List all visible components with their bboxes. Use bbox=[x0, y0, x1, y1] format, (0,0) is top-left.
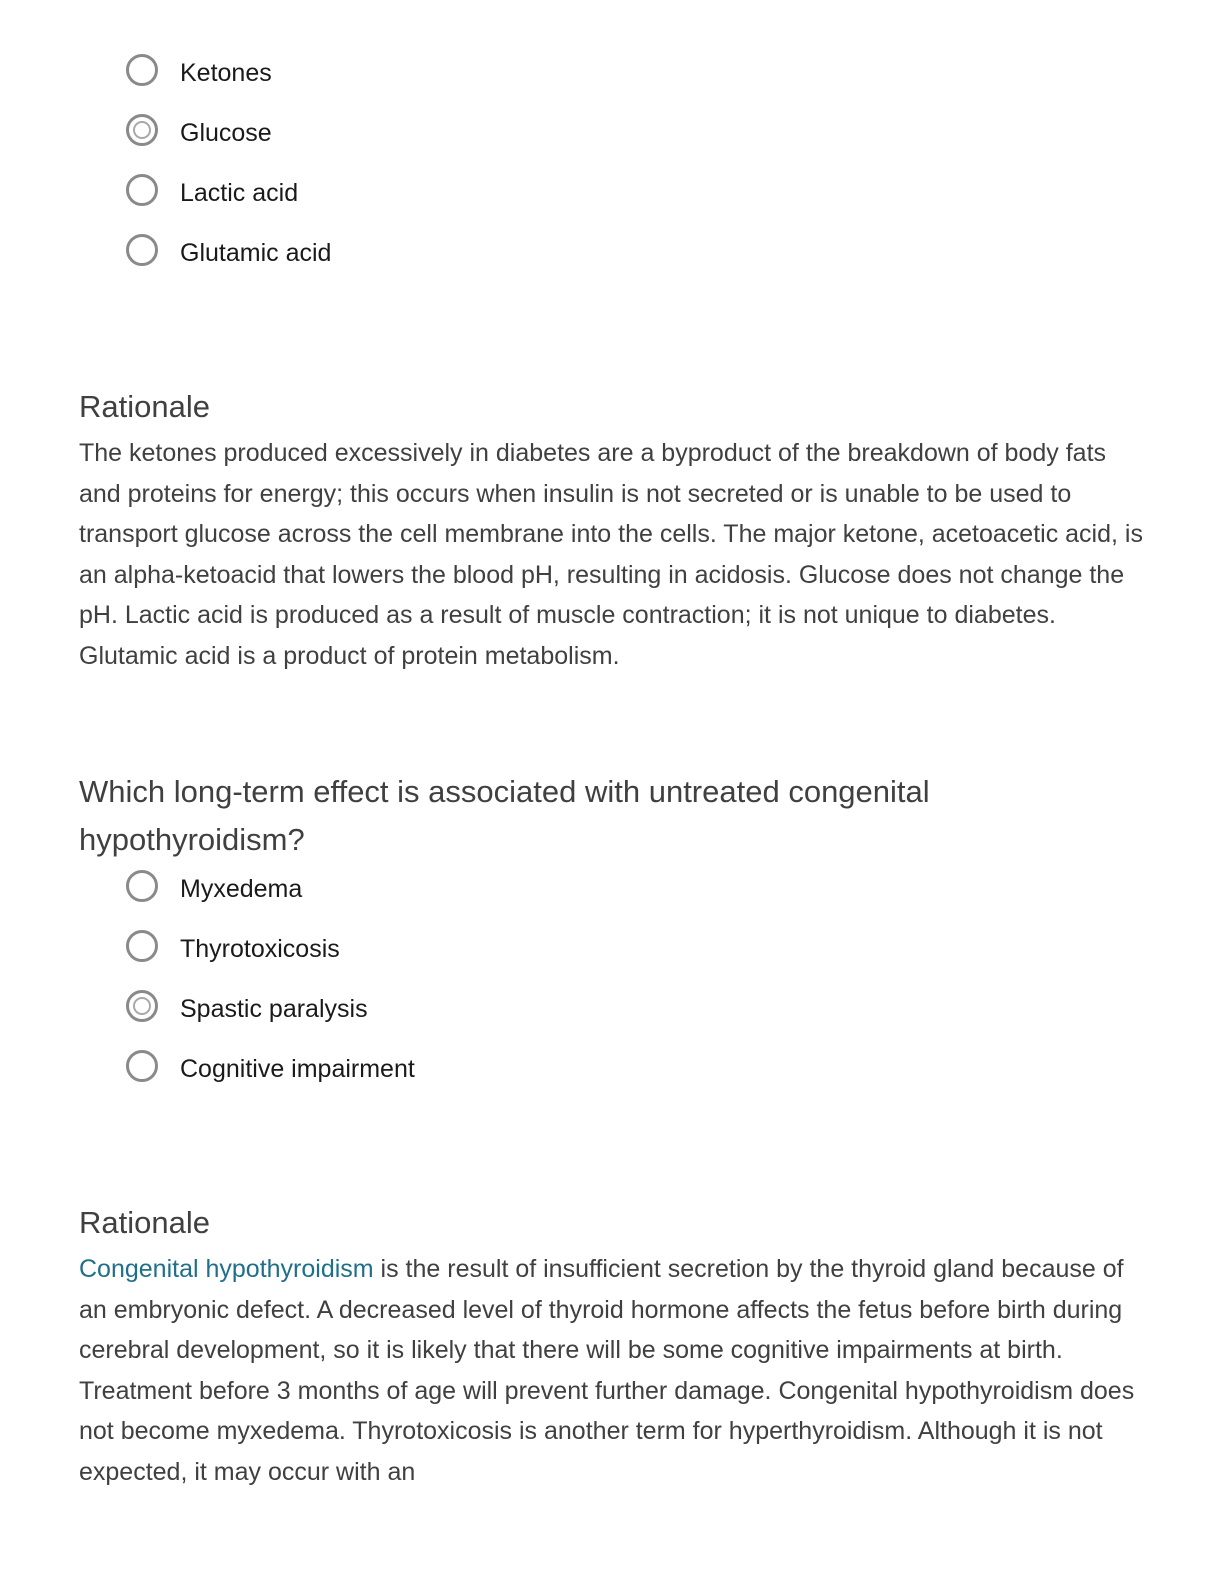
radio-button-selected[interactable] bbox=[126, 990, 158, 1022]
radio-button[interactable] bbox=[126, 930, 158, 962]
radio-button[interactable] bbox=[126, 54, 158, 86]
rationale-body: is the result of insufficient secretion by the thyroid gland because of an embryonic defect. A decreased level of thyroid hormone affects the fetus before birth during cerebral development, so it is likely that there will be some cognitive impairments at birth. Treatment before 3 months of age will prevent further damage. Congenital hypothyroidism does not become myxedema. Thyrotoxicosis is another term for hyperthyroidism. Although it is not expected, it may occur with an bbox=[79, 1255, 1135, 1486]
option-label: Lactic acid bbox=[180, 179, 299, 207]
option-label: Glutamic acid bbox=[180, 239, 332, 267]
rationale-heading: Rationale bbox=[79, 389, 210, 424]
radio-button[interactable] bbox=[126, 174, 158, 206]
option-label: Ketones bbox=[180, 59, 272, 87]
option-label: Myxedema bbox=[180, 875, 303, 903]
rationale-heading: Rationale bbox=[79, 1205, 210, 1240]
radio-button-selected[interactable] bbox=[126, 114, 158, 146]
rationale-text: The ketones produced excessively in diabetes are a byproduct of the breakdown of body fats and proteins for energy; this occurs when insulin is not secreted or is unable to be used to transport glucose across the cell membrane into the cells. The major ketone, acetoacetic acid, is an alpha-ketoacid that lowers the blood pH, resulting in acidosis. Glucose does not change the pH. Lactic acid is produced as a result of muscle contraction; it is not unique to diabetes. Glutamic acid is a product of protein metabolism. bbox=[79, 439, 1143, 670]
radio-button[interactable] bbox=[126, 870, 158, 902]
rationale-link[interactable]: Congenital hypothyroidism bbox=[79, 1255, 374, 1283]
question-prompt: Which long-term effect is associated with untreated congenital hypothyroidism? bbox=[79, 774, 930, 857]
rationale-text bbox=[79, 1249, 1149, 1492]
option-label: Thyrotoxicosis bbox=[180, 935, 340, 963]
option-label: Glucose bbox=[180, 119, 272, 147]
option-label: Spastic paralysis bbox=[180, 995, 368, 1023]
radio-button[interactable] bbox=[126, 1050, 158, 1082]
option-label: Cognitive impairment bbox=[180, 1055, 415, 1083]
radio-button[interactable] bbox=[126, 234, 158, 266]
